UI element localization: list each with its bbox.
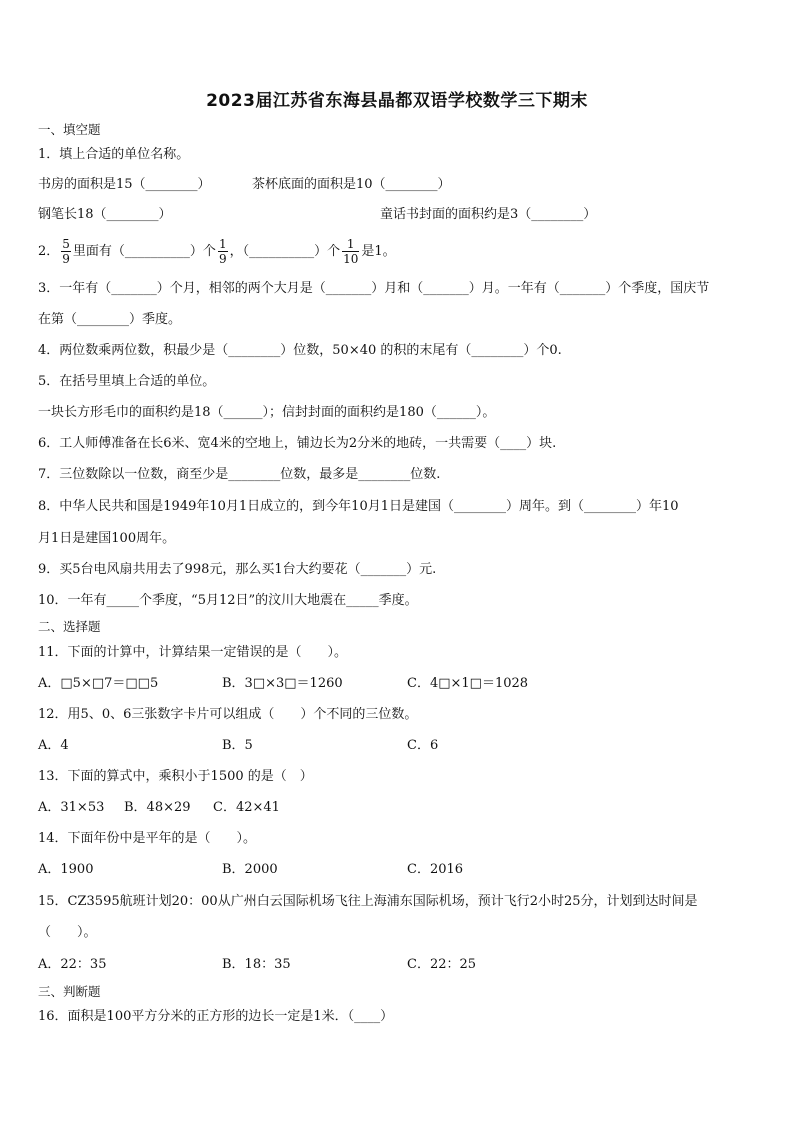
question-5-line: 一块长方形毛巾的面积约是18（______）；信封封面的面积约是180（______）。 xyxy=(38,405,496,420)
question-11-option-a: A．□5×□7＝□□5 xyxy=(38,676,159,691)
question-16: 16．面积是100平方分米的正方形的边长一定是1米．（____） xyxy=(38,1009,394,1024)
fraction-numerator: 1 xyxy=(342,237,359,252)
question-9: 9．买5台电风扇共用去了998元，那么买1台大约要花（_______）元. xyxy=(38,562,437,577)
fraction-five-ninths xyxy=(61,237,71,266)
question-11-option-b: B．3□×3□＝1260 xyxy=(222,676,343,691)
fraction-one-ninth xyxy=(218,237,228,266)
question-2-text-3: 是1。 xyxy=(361,244,396,259)
question-12-option-b: B．5 xyxy=(222,738,253,753)
question-12-option-a: A．4 xyxy=(38,738,69,753)
question-4: 4．两位数乘两位数，积最少是（________）位数，50×40 的积的末尾有（________）个0. xyxy=(38,343,562,358)
question-1-item-b: 茶杯底面的面积是10（________） xyxy=(252,177,451,192)
section-heading-fill-blank: 一、填空题 xyxy=(38,122,101,137)
question-14-stem: 14．下面年份中是平年的是（ ）。 xyxy=(38,831,257,846)
question-3-line-2: 在第（________）季度。 xyxy=(38,312,182,327)
question-15-line-2: （ ）。 xyxy=(38,925,97,940)
question-15-line-1: 15．CZ3595航班计划20：00从广州白云国际机场飞往上海浦东国际机场，预计飞行2小时25分，计划到达时间是 xyxy=(38,894,698,909)
fraction-denominator: 9 xyxy=(62,252,70,266)
question-6: 6．工人师傅准备在长6米、宽4米的空地上，铺边长为2分米的地砖，一共需要（____）块. xyxy=(38,436,557,451)
question-2-number: 2． xyxy=(38,244,60,259)
fraction-one-tenth xyxy=(342,237,359,266)
question-11-stem: 11．下面的计算中，计算结果一定错误的是（ ）。 xyxy=(38,645,348,660)
question-10: 10．一年有_____个季度，“5月12日”的汶川大地震在_____季度。 xyxy=(38,593,418,608)
question-15-option-a: A．22：35 xyxy=(38,957,107,972)
question-7: 7．三位数除以一位数，商至少是________位数，最多是________位数. xyxy=(38,467,441,482)
question-1-item-a: 书房的面积是15（________） xyxy=(38,177,211,192)
question-13-option-a: A．31×53 xyxy=(38,800,105,815)
question-1-stem: 1．填上合适的单位名称。 xyxy=(38,147,190,162)
question-2-text-2: ，（__________）个 xyxy=(229,244,341,259)
question-8-line-1: 8．中华人民共和国是1949年10月1日成立的，到今年10月1日是建国（________）周年。到（________）年10 xyxy=(38,499,679,514)
fraction-denominator: 10 xyxy=(343,252,359,266)
question-2 xyxy=(38,234,396,270)
question-12-option-c: C．6 xyxy=(407,738,439,753)
question-1-item-d: 童话书封面的面积约是3（________） xyxy=(380,207,597,222)
question-14-option-b: B．2000 xyxy=(222,862,278,877)
question-5-stem: 5．在括号里填上合适的单位。 xyxy=(38,374,216,389)
question-11-option-c: C．4□×1□＝1028 xyxy=(407,676,529,691)
page-title: 2023届江苏省东海县晶都双语学校数学三下期末 xyxy=(206,91,588,111)
question-14-option-a: A．1900 xyxy=(38,862,94,877)
question-3-line-1: 3．一年有（_______）个月，相邻的两个大月是（_______）月和（_______）月。一年有（_______）个季度，国庆节 xyxy=(38,281,710,296)
question-14-option-c: C．2016 xyxy=(407,862,464,877)
section-heading-true-false: 三、判断题 xyxy=(38,984,101,999)
fraction-numerator: 5 xyxy=(62,237,70,251)
question-13-stem: 13．下面的算式中，乘积小于1500 的是（ ） xyxy=(38,769,313,784)
question-2-text-1: 里面有（__________）个 xyxy=(72,244,216,259)
fraction-denominator: 9 xyxy=(218,252,227,266)
question-13-option-b: B．48×29 xyxy=(124,800,191,815)
fraction-numerator: 1 xyxy=(218,237,227,251)
question-12-stem: 12．用5、0、6三张数字卡片可以组成（ ）个不同的三位数。 xyxy=(38,707,418,722)
question-1-item-c: 钢笔长18（________） xyxy=(38,207,172,222)
question-15-option-b: B．18：35 xyxy=(222,957,291,972)
question-13-option-c: C．42×41 xyxy=(213,800,280,815)
question-8-line-2: 月1日是建国100周年。 xyxy=(38,531,176,546)
section-heading-multiple-choice: 二、选择题 xyxy=(38,619,101,634)
question-15-option-c: C．22：25 xyxy=(407,957,477,972)
